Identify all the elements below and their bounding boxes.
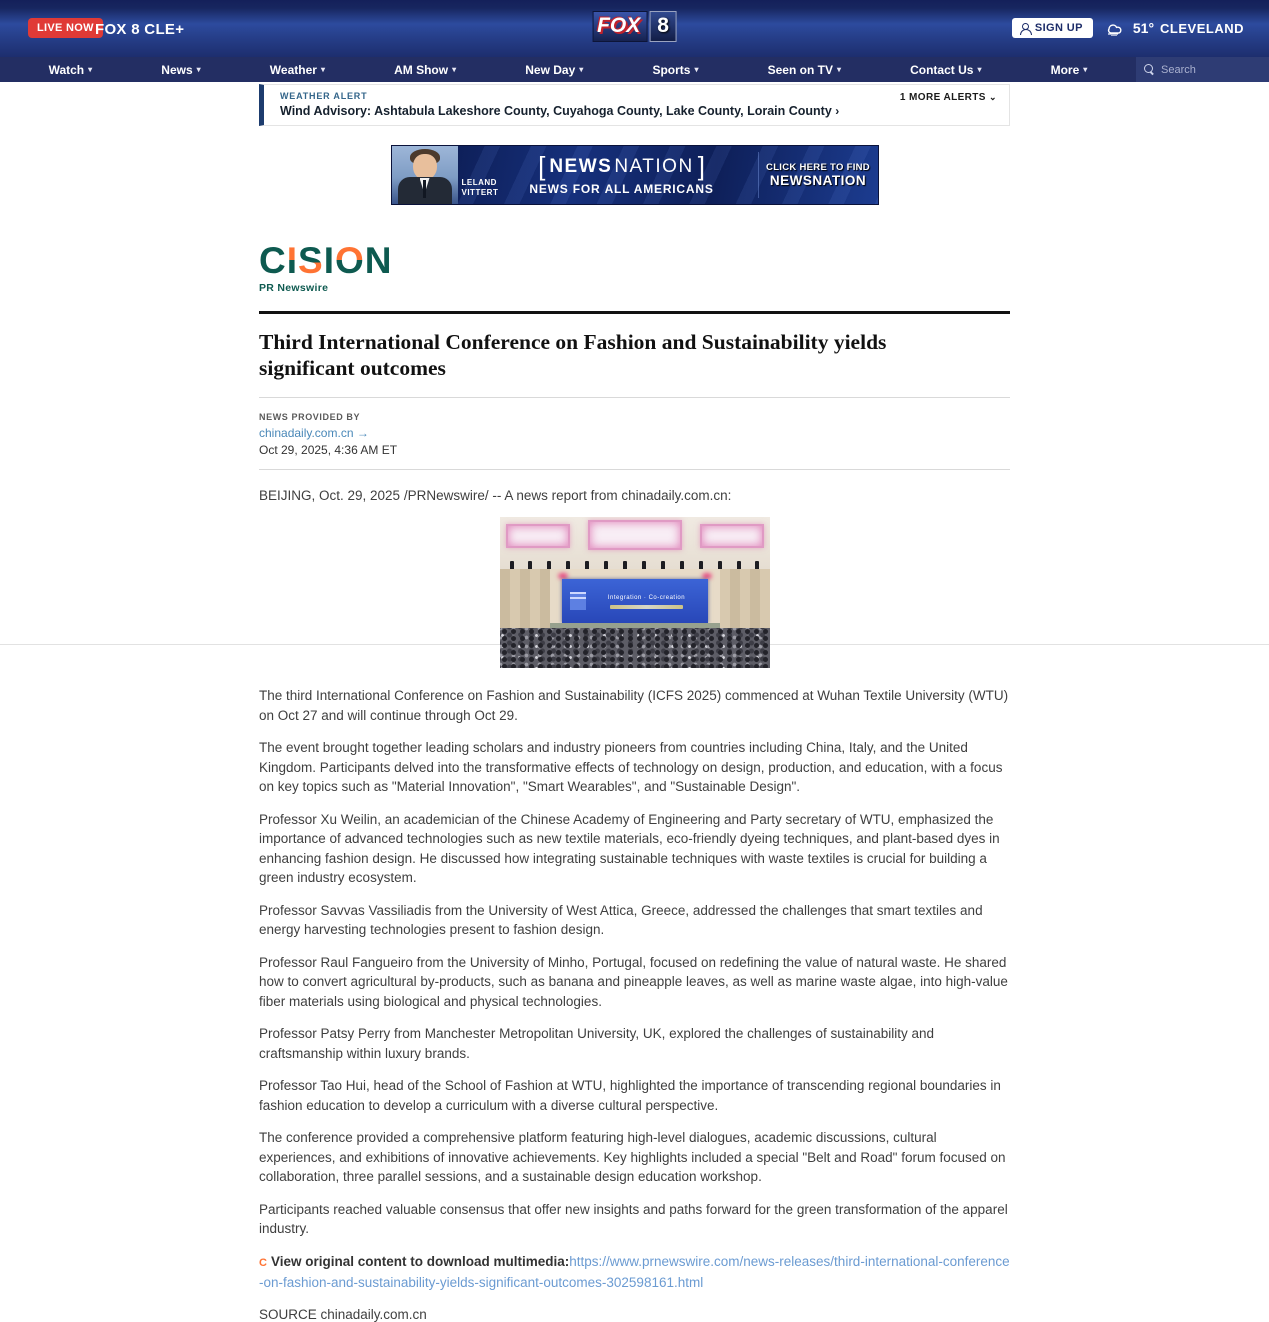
article-paragraph: Professor Raul Fangueiro from the University of Minho, Portugal, focused on redefining the value of natural waste. He shared how to convert agricultural by-products, such as banana and pineapple leaves, as well as marine waste algae, into high-value fiber materials using biological and physical technologies. (259, 954, 1008, 1009)
nav-item-sports[interactable]: Sports ▾ (652, 62, 699, 77)
user-icon (1020, 23, 1030, 33)
nav-item-news[interactable]: News ▾ (161, 62, 201, 77)
fox8-logo[interactable] (592, 11, 677, 42)
screen-logo-block (570, 592, 586, 610)
view-original-label: View original content to download multimedia: (270, 1253, 570, 1269)
station-link[interactable]: FOX 8 CLE+ (95, 21, 185, 38)
view-original-block (259, 1252, 1010, 1293)
main-nav (0, 57, 1269, 82)
search-icon (1144, 64, 1155, 75)
newsnation-ad-banner[interactable] (391, 145, 879, 205)
weather-alert-label: WEATHER ALERT (280, 91, 368, 101)
article-paragraph: The conference provided a comprehensive platform featuring high-level dialogues, academic discussions, cultural experiences, and exhibitions of innovative achievements. Key highlights included a special "Belt and Road" forum focused on collaboration, three parallel sessions, and a sustainable design education workshop. (259, 1130, 1006, 1185)
ad-tagline: NEWS FOR ALL AMERICANS (529, 182, 714, 196)
source-link[interactable]: chinadaily.com.cn → (259, 426, 369, 441)
article-paragraph: The third International Conference on Fashion and Sustainability (ICFS 2025) commenced at Wuhan Textile University (WTU) on Oct 27 and will continue through Oct 29. (259, 688, 1009, 723)
pr-newswire-label: PR Newswire (259, 282, 329, 294)
site-header (0, 0, 1269, 57)
caret-down-icon: ▾ (1083, 65, 1088, 74)
caret-down-icon: ▾ (320, 65, 325, 74)
bracket-right: ] (697, 151, 705, 181)
cision-mark-icon: C (259, 1256, 267, 1269)
title-bottom-rule (259, 397, 1010, 398)
caret-down-icon: ▾ (694, 65, 699, 74)
article-meta (259, 412, 1010, 457)
caret-down-icon: ▾ (579, 65, 584, 74)
ad-host-photo (392, 146, 458, 204)
photo-left-wall (500, 569, 550, 631)
article-paragraph: Professor Xu Weilin, an academician of the Chinese Academy of Engineering and Party secretary of WTU, emphasized the importance of advanced technologies such as new textile materials, eco-friendly dyeing techniques, and plant-based dyes in enhancing fashion design. He discussed how integrating sustainable techniques with waste textiles is crucial for building a green industry ecosystem. (259, 811, 1000, 886)
sign-up-button[interactable] (1012, 18, 1093, 38)
screen-text: Integration · Co-creation (586, 594, 708, 610)
nav-item-new-day[interactable]: New Day ▾ (525, 62, 584, 77)
publish-date: Oct 29, 2025, 4:36 AM ET (259, 443, 398, 458)
ad-brand-block (458, 146, 758, 204)
host-tie (423, 180, 426, 198)
article-paragraph: Professor Patsy Perry from Manchester Metropolitan University, UK, explored the challenges of sustainability and craftsmanship within luxury brands. (259, 1026, 935, 1061)
photo-right-wall (720, 569, 770, 631)
weather-alert-text: Wind Advisory: Ashtabula Lakeshore County, Cuyahoga County, Lake County, Lorain County › (280, 104, 840, 118)
cision-letter: I (323, 240, 335, 281)
nav-item-am-show[interactable]: AM Show ▾ (394, 62, 457, 77)
cision-letter: S (298, 240, 324, 281)
conference-photo (500, 517, 770, 668)
caret-down-icon: ▾ (452, 65, 457, 74)
cision-logo[interactable] (259, 240, 393, 294)
nav-item-seen-on-tv[interactable]: Seen on TV ▾ (767, 62, 841, 77)
nav-item-contact-us[interactable]: Contact Us ▾ (910, 62, 982, 77)
live-now-badge[interactable]: LIVE NOW (28, 18, 103, 38)
source-line: SOURCE chinadaily.com.cn (259, 1306, 427, 1322)
search-box[interactable] (1136, 57, 1269, 82)
chevron-right-icon: › (835, 104, 840, 118)
photo-audience (500, 628, 770, 668)
ad-cta[interactable]: CLICK HERE TO FIND NEWSNATION (758, 152, 878, 198)
article-title: Third International Conference on Fashion and Sustainability yields significant outcomes (259, 330, 887, 381)
weather-link[interactable] (1105, 20, 1244, 36)
cloud-wind-icon (1105, 20, 1127, 36)
sign-up-label: SIGN UP (1034, 22, 1083, 34)
screen-subtitle-bar (610, 605, 683, 609)
meta-bottom-rule (259, 469, 1010, 470)
led-screen (562, 579, 708, 623)
nav-item-more[interactable]: More ▾ (1050, 62, 1088, 77)
ceiling-light-panel (506, 524, 570, 548)
ad-brand-news: NEWS (549, 156, 613, 177)
temperature: 51° (1132, 20, 1155, 36)
article-dateline: BEIJING, Oct. 29, 2025 /PRNewswire/ -- A news report from chinadaily.com.cn: (259, 488, 732, 504)
caret-down-icon: ▾ (196, 65, 201, 74)
article-paragraph: Professor Savvas Vassiliadis from the University of West Attica, Greece, addressed the challenges that smart textiles and energy harvesting technologies present to fashion design. (259, 902, 983, 938)
city-label: CLEVELAND (1160, 20, 1244, 36)
ad-host-name: LELAND VITTERT (461, 178, 499, 197)
ad-brand-nation: NATION (614, 156, 694, 177)
nav-item-watch[interactable]: Watch ▾ (48, 62, 93, 77)
weather-alert-banner[interactable] (259, 84, 1010, 126)
ceiling-light-panel (700, 524, 764, 548)
caret-down-icon: ▾ (836, 65, 841, 74)
cision-letter: O (334, 240, 365, 281)
chevron-down-icon: ⌄ (989, 92, 997, 102)
cision-letter: I (286, 240, 299, 281)
more-alerts-toggle[interactable]: 1 MORE ALERTS ⌄ (899, 92, 997, 103)
cision-letter: C (259, 240, 287, 281)
fox-logo-text: FOX (592, 11, 647, 42)
article-paragraph: The event brought together leading scholars and industry pioneers from countries including China, Italy, and the United Kingdom. Participants delved into the transformative effects of technology on design, production, and education, with a focus on key topics such as "Material Innovation", "Smart Wearables", and "Sustainable Design". (259, 740, 1003, 795)
provided-by-label: NEWS PROVIDED BY (259, 412, 361, 423)
bracket-left: [ (538, 151, 546, 181)
cision-letter: N (364, 240, 393, 281)
caret-down-icon: ▾ (977, 65, 982, 74)
ceiling-light-panel (588, 520, 682, 550)
eight-logo-text: 8 (649, 11, 677, 42)
nav-item-weather[interactable]: Weather ▾ (269, 62, 325, 77)
search-input[interactable] (1161, 64, 1261, 76)
caret-down-icon: ▾ (88, 65, 93, 74)
article-body (259, 686, 1010, 1322)
article-paragraph: Professor Tao Hui, head of the School of Fashion at WTU, highlighted the importance of transcending regional boundaries in fashion education to develop a curriculum with a diverse cultural perspective. (259, 1078, 1001, 1113)
title-top-rule (259, 311, 1010, 314)
article-paragraph: Participants reached valuable consensus that offer new insights and paths forward for the green transformation of the apparel industry. (259, 1201, 1008, 1237)
view-original-link[interactable]: https://www.prnewswire.com/news-releases/third-international-conference-on-fashion-and-sustainability-yields-significant-outcomes-302598161.html (259, 1253, 1010, 1291)
